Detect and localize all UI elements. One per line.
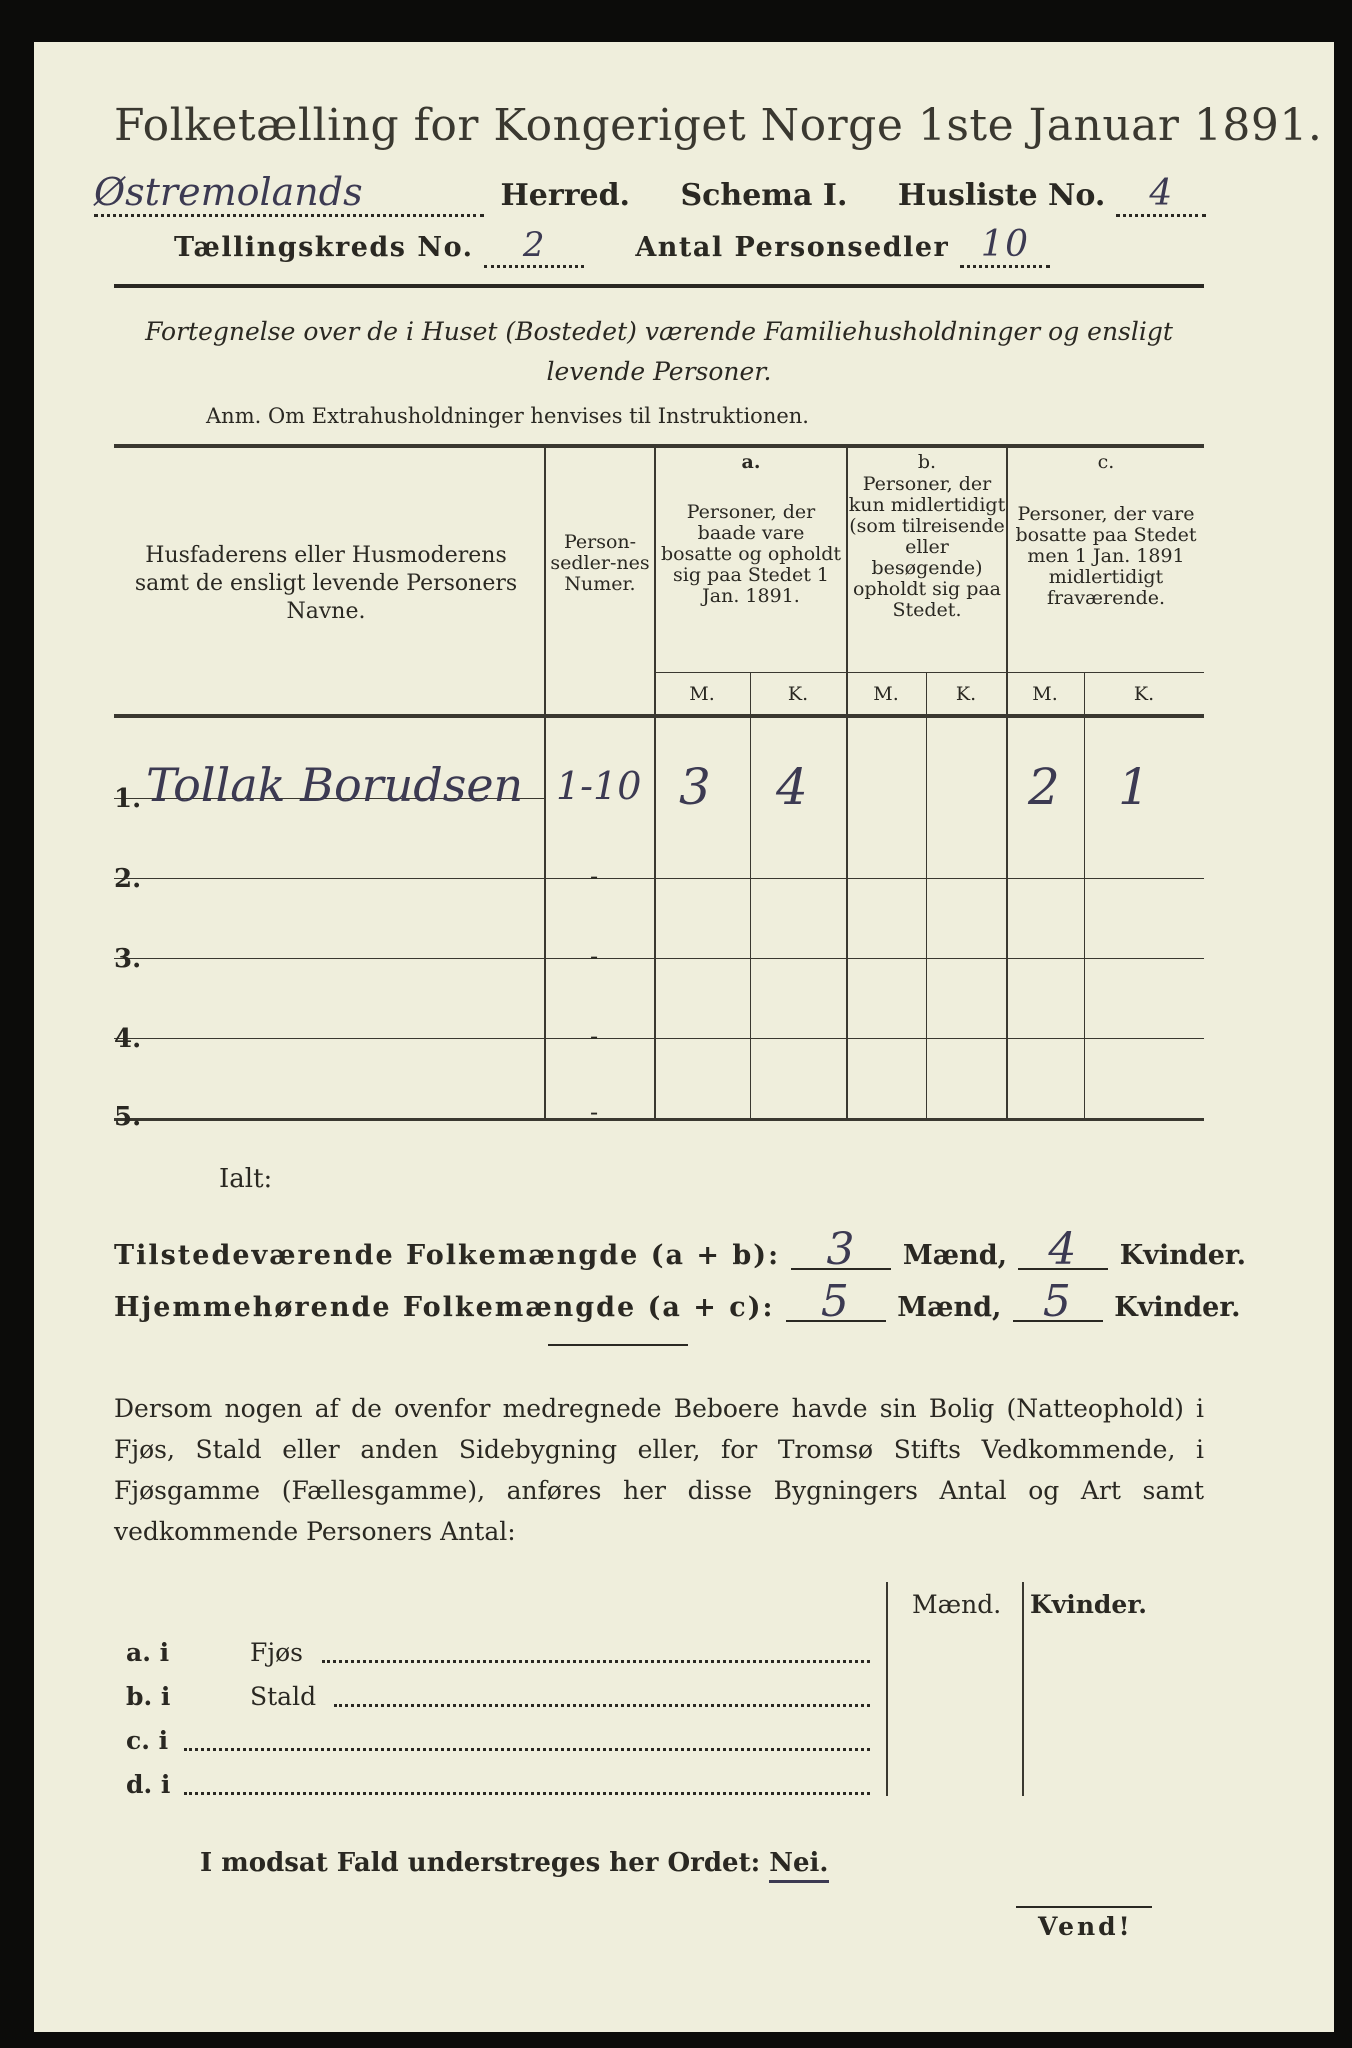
row-rule: [114, 958, 1204, 959]
antal-value: 10: [960, 224, 1050, 268]
total-resident-men-label: Mænd,: [897, 1292, 1002, 1323]
col-name-header: Husfaderens eller Husmoderens samt de ensligt levende Personers Navne.: [134, 543, 518, 624]
vend-rule: [1016, 1906, 1152, 1908]
row-1-a-m: 3: [679, 758, 711, 816]
col-a-m: M.: [689, 683, 715, 705]
section-divider: [548, 1344, 688, 1346]
bld-row-d-label: d. i: [126, 1770, 171, 1799]
bld-row-c-dots: [184, 1748, 870, 1751]
total-present-women: 4: [1018, 1232, 1108, 1270]
total-resident-label: Hjemmehørende Folkemængde (a + c):: [114, 1292, 775, 1323]
row-rule: [114, 1038, 1204, 1039]
bld-row-a-label: a. i: [126, 1638, 170, 1667]
total-present-line: [114, 1224, 1247, 1275]
col-a-header: Personer, der baade vare bosatte og opholdt sig paa Stedet 1 Jan. 1891.: [660, 501, 842, 607]
intro-text: Fortegnelse over de i Huset (Bostedet) værende Familiehusholdninger og ensligt levende Personer.: [145, 317, 1173, 386]
husliste-label: Husliste No.: [897, 178, 1106, 213]
table-header-rule: [114, 714, 1204, 718]
row-1-a-k: 4: [776, 758, 808, 816]
col-a-letter: a.: [741, 451, 761, 473]
col-divider: [544, 444, 546, 1120]
header-rule: [114, 284, 1204, 288]
row-2-num: -: [590, 862, 599, 890]
bld-row-b-name: Stald: [250, 1682, 317, 1711]
col-c-header: Personer, der vare bosatte paa Stedet men 1 Jan. 1891 midlertidigt fraværende.: [1015, 503, 1197, 609]
footer-prefix: I modsat Fald understreges her Ordet:: [200, 1848, 761, 1878]
row-1-num: 1-10: [556, 764, 642, 808]
schema-label: Schema I.: [680, 178, 848, 213]
footer-line: [200, 1848, 829, 1878]
col-divider: [750, 672, 751, 1120]
col-divider: [926, 672, 927, 1120]
row-5-number: 5.: [114, 1102, 142, 1132]
table-bottom-rule: [114, 1118, 1204, 1121]
row-1-name: Tollak Borudsen: [146, 758, 524, 812]
bld-row-b-dots: [334, 1704, 870, 1707]
mk-rule: [654, 672, 1204, 673]
row-3-number: 3.: [114, 944, 142, 974]
col-c-k: K.: [1133, 683, 1155, 705]
col-divider: [654, 444, 656, 1120]
krets-line: [174, 224, 1050, 268]
total-resident-women-label: Kvinder.: [1114, 1292, 1241, 1323]
anm-note: Anm. Om Extrahusholdninger henvises til Instruktionen.: [206, 404, 809, 428]
bld-row-b-label: b. i: [126, 1682, 171, 1711]
krets-value: 2: [484, 225, 584, 268]
census-form-page: [34, 42, 1334, 2032]
herred-line: [94, 170, 1206, 217]
herred-label: Herred.: [500, 178, 631, 213]
total-present-label: Tilstedeværende Folkemængde (a + b):: [114, 1240, 781, 1271]
total-resident-men: 5: [786, 1284, 886, 1322]
herred-value: Østremolands: [94, 170, 484, 217]
husliste-value: 4: [1116, 173, 1206, 217]
total-present-men-label: Mænd,: [902, 1240, 1007, 1271]
col-num-header: Person-sedler-nes Numer.: [550, 531, 650, 595]
bld-row-a-name: Fjøs: [250, 1638, 303, 1667]
buildings-paragraph: Dersom nogen af de ovenfor medregnede Beboere havde sin Bolig (Natteophold) i Fjøs, Stald eller anden Sidebygning eller, for Tromsø Stifts Vedkommende, i Fjøsgamme (Fællesgamme), anføres her disse Bygningers Antal og Art samt vedkommende Personers Antal:: [114, 1394, 1204, 1546]
bld-col-men: Mænd.: [912, 1590, 1002, 1619]
col-divider: [1084, 672, 1085, 1120]
bld-row-d-dots: [184, 1792, 870, 1795]
bld-col-divider: [886, 1582, 888, 1796]
row-1-c-k: 1: [1118, 758, 1150, 816]
total-present-men: 3: [791, 1232, 891, 1270]
row-1-number: 1.: [114, 784, 142, 814]
bld-col-women: Kvinder.: [1030, 1590, 1147, 1619]
row-4-number: 4.: [114, 1024, 142, 1054]
col-b-m: M.: [873, 683, 899, 705]
total-present-women-label: Kvinder.: [1119, 1240, 1247, 1271]
footer-nei: Nei.: [769, 1848, 828, 1883]
row-5-num: -: [590, 1098, 599, 1126]
ialt-label: Ialt:: [219, 1164, 273, 1194]
col-a-k: K.: [787, 683, 809, 705]
col-b-header: Personer, der kun midlertidigt (som tilreisende eller besøgende) opholdt sig paa Stedet.: [848, 473, 1006, 621]
row-rule: [114, 878, 1204, 879]
form-title: Folketælling for Kongeriget Norge 1ste Januar 1891.: [114, 100, 1323, 151]
total-resident-line: [114, 1276, 1241, 1327]
total-resident-women: 5: [1013, 1284, 1103, 1322]
antal-label: Antal Personsedler: [635, 232, 950, 263]
row-1-c-m: 2: [1028, 758, 1060, 816]
row-2-number: 2.: [114, 864, 142, 894]
bld-row-a-dots: [322, 1660, 870, 1663]
col-b-k: K.: [955, 683, 977, 705]
row-3-num: -: [590, 942, 599, 970]
bld-col-divider: [1022, 1582, 1024, 1796]
col-c-letter: c.: [1097, 451, 1115, 473]
col-b-letter: b.: [917, 451, 937, 473]
bld-row-c-label: c. i: [126, 1726, 169, 1755]
col-c-m: M.: [1032, 683, 1058, 705]
table-top-rule: [114, 444, 1204, 448]
vend-label: Vend!: [1038, 1912, 1133, 1941]
row-4-num: -: [590, 1022, 599, 1050]
krets-label: Tællingskreds No.: [174, 232, 474, 263]
